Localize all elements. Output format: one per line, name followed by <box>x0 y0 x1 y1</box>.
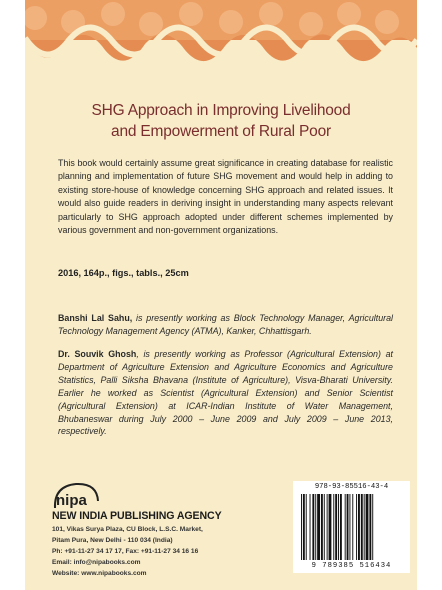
author-name-2: Dr. Souvik Ghosh <box>58 349 137 359</box>
book-specs: 2016, 164p., figs., tabls., 25cm <box>58 268 189 278</box>
isbn-barcode <box>293 481 410 573</box>
author-bio-1 <box>58 312 393 338</box>
title-line-1: SHG Approach in Improving Livelihood <box>91 102 351 119</box>
nipa-logo <box>52 481 100 513</box>
title-line-2: and Empowerment of Rural Poor <box>111 123 331 140</box>
author-bio-text-2: , is presently working as Professor (Agricultural Extension) at Department of Agriculture Extension and Agriculture Economics and Agriculture Statistics, Palli Siksha Bhavana (Institute of Agriculture), Visva-Bharati University. Earlier he worked as Scientist (Agricultural Extension) and Senior Scientist (Agricultural Extension) at ICAR-Indian Institute of Water Management, Bhubaneswar during July 2000 – June 2009 and July 2009 – June 2013, respectively. <box>58 349 393 437</box>
people-chain-banner <box>25 0 417 76</box>
book-back-cover <box>25 0 417 590</box>
address-line: Pitam Pura, New Delhi - 110 034 (India) <box>52 537 173 544</box>
logo-text: nipa <box>56 492 87 509</box>
author-bio-text-1: is presently working as Block Technology Manager, Agricultural Technology Management Agency (ATMA), Kanker, Chhattisgarh. <box>58 313 393 336</box>
isbn-number: 978-93-85516-43-4 <box>314 483 389 491</box>
book-description: This book would certainly assume great significance in creating database for realistic planning and implementation of future SHG movement and would help in adding to existing store-house of knowledge concerning SHG approach and related issues. It would also guide readers in deriving insight in understanding many aspects relevant particularly to SHG approach adopted under different schemes implemented by various government and non-government organizations. <box>58 158 393 236</box>
email-line: Email: info@nipabooks.com <box>52 559 141 566</box>
barcode-bars <box>299 494 404 560</box>
phone-line: Ph: +91-11-27 34 17 17, Fax: +91-11-27 34 16 16 <box>52 548 199 555</box>
barcode-digits: 9 789385 516434 <box>311 562 392 570</box>
address-line: 101, Vikas Surya Plaza, CU Block, L.S.C. Market, <box>52 526 203 533</box>
publisher-name: NEW INDIA PUBLISHING AGENCY <box>52 510 222 522</box>
publisher-address <box>52 524 203 579</box>
author-bio-2 <box>58 348 393 438</box>
book-title <box>25 100 417 142</box>
author-name-1: Banshi Lal Sahu, <box>58 313 133 323</box>
website-line: Website: www.nipabooks.com <box>52 570 147 577</box>
